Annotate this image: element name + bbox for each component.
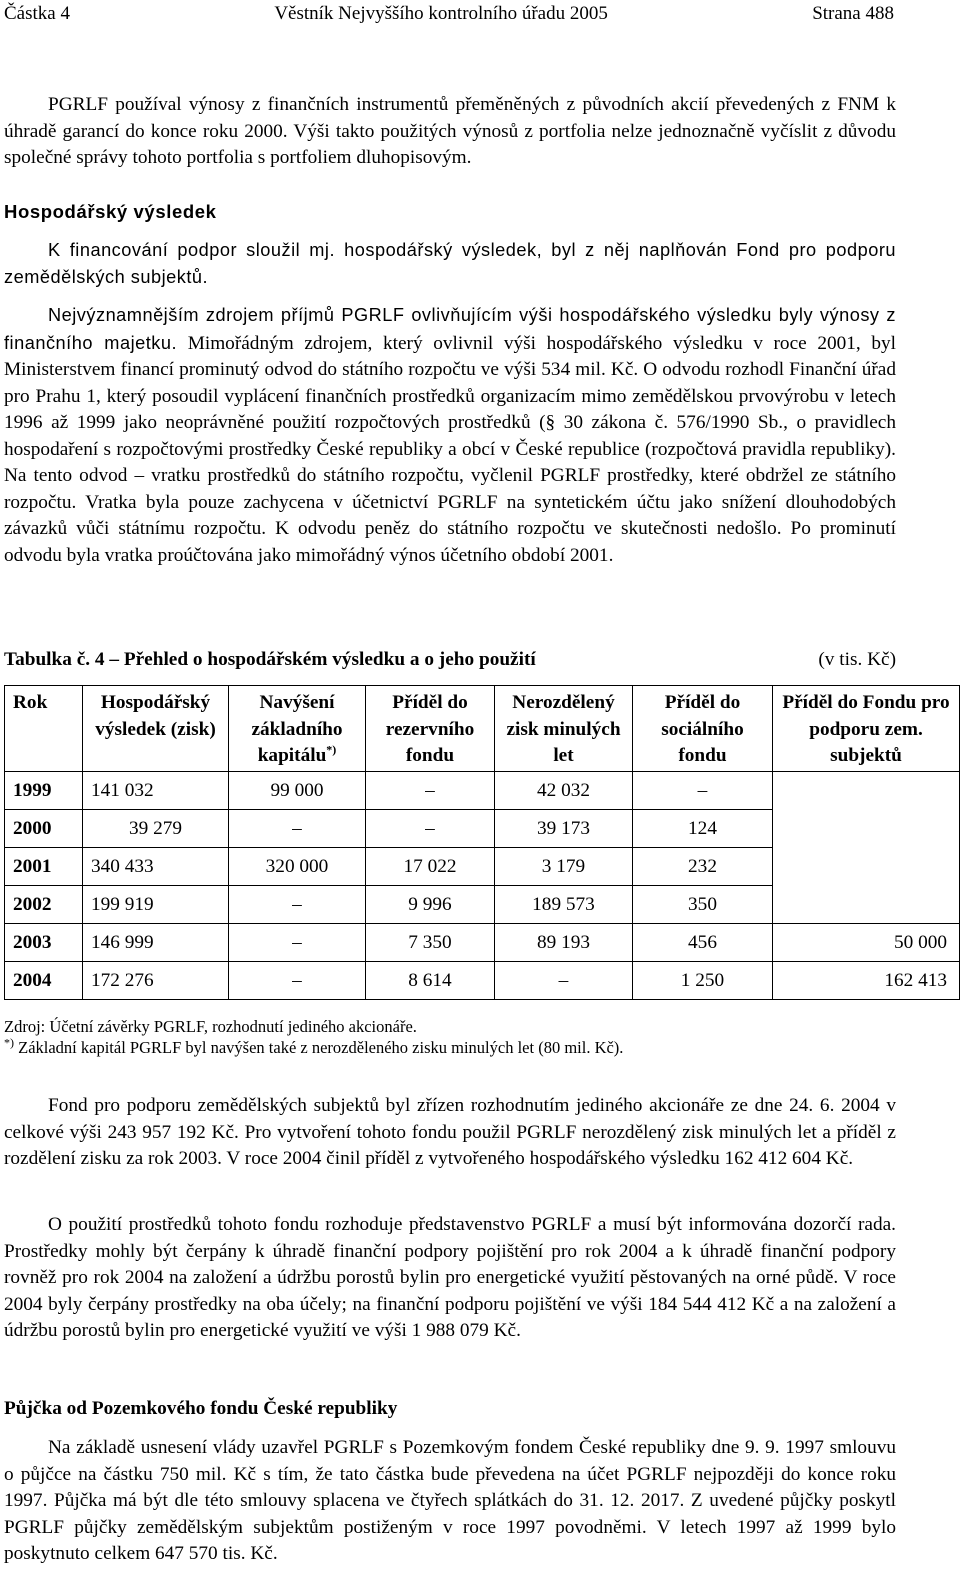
column-header-rok: Rok (5, 686, 83, 772)
column-header-rezervni-fond: Příděl do rezervního fondu (366, 686, 495, 772)
cell-nerozdeleny: 3 179 (495, 848, 633, 886)
column-header-socialni-fond: Příděl do sociálního fondu (633, 686, 773, 772)
cell-socialni: – (633, 772, 773, 810)
table-footnote (4, 1035, 624, 1058)
cell-fond: 50 000 (773, 924, 960, 962)
cell-nerozdeleny: – (495, 962, 633, 1000)
section-heading-hospodarsky-vysledek: Hospodářský výsledek (4, 201, 217, 222)
table-caption (4, 647, 896, 673)
column-header-navyseni (229, 686, 366, 772)
header-journal-title: Věstník Nejvyššího kontrolního úřadu 2005 (274, 3, 608, 24)
cell-navyseni: 320 000 (229, 848, 366, 886)
table-title: Tabulka č. 4 – Přehled o hospodářském výsledku a o jeho použití (4, 649, 536, 670)
cell-rezervni: 17 022 (366, 848, 495, 886)
cell-year: 2004 (5, 962, 83, 1000)
column-header-nerozdeleny-zisk: Nerozdělený zisk minulých let (495, 686, 633, 772)
table-row (5, 886, 960, 924)
cell-rezervni: 7 350 (366, 924, 495, 962)
cell-vh: 39 279 (83, 810, 229, 848)
paragraph-pujcka: Na základě usnesení vlády uzavřel PGRLF s Pozemkovým fondem České republiky dne 9. 9. 1997 smlouvu o půjčce na částku 750 mil. Kč s tím, že tato částka bude převedena na účet PGRLF nejpozději do konce roku 1997. Půjčka má být dle této smlouvy splacena ve čtyřech splátkách do 31. 12. 2017. Z uvedené půjčky poskytl PGRLF půjčky zemědělským subjektům postiženým v roce 1997 povodněmi. V letech 1997 až 1999 bylo poskytnuto celkem 647 570 tis. Kč. (4, 1437, 896, 1564)
cell-rezervni: 9 996 (366, 886, 495, 924)
cell-vh: 340 433 (83, 848, 229, 886)
cell-fond (773, 848, 960, 886)
cell-navyseni: – (229, 962, 366, 1000)
table-row (5, 772, 960, 810)
cell-fond: 162 413 (773, 962, 960, 1000)
cell-year: 2001 (5, 848, 83, 886)
cell-nerozdeleny: 189 573 (495, 886, 633, 924)
cell-fond (773, 886, 960, 924)
paragraph-intro: PGRLF používal výnosy z finančních instrumentů přeměněných z původních akcií převedených z FNM k úhradě garancí do konce roku 2000. Výši takto použitých výnosů z portfolia nelze jednoznačně vyčíslit z důvodu společné správy tohoto portfolia s portfoliem dluhopisovým. (4, 94, 896, 168)
cell-nerozdeleny: 39 173 (495, 810, 633, 848)
header-issue: Částka 4 (4, 3, 70, 24)
table-row (5, 848, 960, 886)
cell-vh: 199 919 (83, 886, 229, 924)
cell-year: 2003 (5, 924, 83, 962)
cell-navyseni: – (229, 810, 366, 848)
table-footnote-text: Základní kapitál PGRLF byl navýšen také z nerozděleného zisku minulých let (80 mil. Kč). (18, 1038, 624, 1057)
header-page-number: Strana 488 (812, 3, 894, 24)
paragraph-zdroje-prijmu (4, 302, 896, 569)
table-row (5, 810, 960, 848)
cell-socialni: 124 (633, 810, 773, 848)
profit-table (4, 685, 960, 1000)
cell-navyseni: 99 000 (229, 772, 366, 810)
cell-rezervni: – (366, 772, 495, 810)
cell-socialni: 456 (633, 924, 773, 962)
cell-vh: 172 276 (83, 962, 229, 1000)
footnote-mark: *) (4, 1035, 14, 1050)
cell-socialni: 350 (633, 886, 773, 924)
table-row (5, 962, 960, 1000)
column-header-fond-podpory: Příděl do Fondu pro podporu zem. subjektů (773, 686, 960, 772)
cell-year: 1999 (5, 772, 83, 810)
paragraph-zdroje-prijmu-lead: Nejvýznamnějším zdrojem příjmů PGRLF ovlivňujícím výši hospodářského výsledku byly výnosy z finančního majetku. (4, 305, 896, 353)
paragraph-mimoradny-zdroj: Mimořádným zdrojem, který ovlivnil výši hospodářského výsledku v roce 2001, byl Ministerstvem financí prominutý odvod do státního rozpočtu ve výši 534 mil. Kč. O odvodu rozhodl Finanční úřad pro Prahu 1, který posoudil vyplácení finančních prostředků organizacím mimo zemědělskou prvovýrobu v letech 1996 až 1999 jako neoprávněné použití rozpočtových prostředků (§ 30 zákona č. 576/1990 Sb., o pravidlech hospodaření s rozpočtovými prostředky České republiky a obcí v České republice (rozpočtová pravidla republiky). Na tento odvod – vratku prostředků do státního rozpočtu, vyčlenil PGRLF prostředky, které obdržel ze státního rozpočtu. Vratka byla pouze zachycena v účetnictví PGRLF na syntetickém účtu jako snížení dlouhodobých závazků vůči státnímu rozpočtu. K odvodu peněz do státního rozpočtu ve skutečnosti nedošlo. Po prominutí odvodu byla vratka proúčtována jako mimořádný výnos účetního období 2001. (4, 332, 896, 566)
cell-navyseni: – (229, 924, 366, 962)
table-unit: (v tis. Kč) (818, 649, 896, 670)
cell-rezervni: – (366, 810, 495, 848)
page-header (4, 2, 894, 26)
table-source: Zdroj: Účetní závěrky PGRLF, rozhodnutí jediného akcionáře. (4, 1017, 417, 1036)
cell-fond (773, 772, 960, 810)
cell-vh: 146 999 (83, 924, 229, 962)
paragraph-pouziti-fondu: O použití prostředků tohoto fondu rozhoduje představenstvo PGRLF a musí být informována dozorčí rada. Prostředky mohly být čerpány k úhradě finanční podpory pojištění pro rok 2004 a k úhradě finanční podpory rovněž pro rok 2004 na založení a údržbu porostů bylin pro energetické využití pěstovaných na orné půdě. V roce 2004 byly čerpány prostředky na oba účely; na finanční podporu pojištění ve výši 184 544 412 Kč a na založení a údržbu porostů bylin pro energetické využití ve výši 1 988 079 Kč. (4, 1214, 896, 1341)
cell-vh: 141 032 (83, 772, 229, 810)
cell-socialni: 1 250 (633, 962, 773, 1000)
table-row (5, 924, 960, 962)
footnote-mark: *) (326, 742, 337, 757)
column-header-hospodarsky-vysledek: Hospodářský výsledek (zisk) (83, 686, 229, 772)
cell-fond (773, 810, 960, 848)
cell-navyseni: – (229, 886, 366, 924)
cell-socialni: 232 (633, 848, 773, 886)
cell-nerozdeleny: 89 193 (495, 924, 633, 962)
column-header-navyseni-label: Navýšení základního kapitálu (251, 692, 343, 766)
paragraph-financovani: K financování podpor sloužil mj. hospodářský výsledek, byl z něj naplňován Fond pro podporu zemědělských subjektů. (4, 240, 896, 287)
table-header-row (5, 686, 960, 772)
cell-year: 2002 (5, 886, 83, 924)
cell-year: 2000 (5, 810, 83, 848)
cell-rezervni: 8 614 (366, 962, 495, 1000)
section-heading-pujcka: Půjčka od Pozemkového fondu České republiky (4, 1398, 398, 1419)
paragraph-fond-zrizeni: Fond pro podporu zemědělských subjektů byl zřízen rozhodnutím jediného akcionáře ze dne 24. 6. 2004 v celkové výši 243 957 192 Kč. Pro vytvoření tohoto fondu použil PGRLF nerozdělený zisk minulých let a příděl z rozdělení zisku za rok 2003. V roce 2004 činil příděl z vytvořeného hospodářského výsledku 162 412 604 Kč. (4, 1095, 896, 1169)
cell-nerozdeleny: 42 032 (495, 772, 633, 810)
